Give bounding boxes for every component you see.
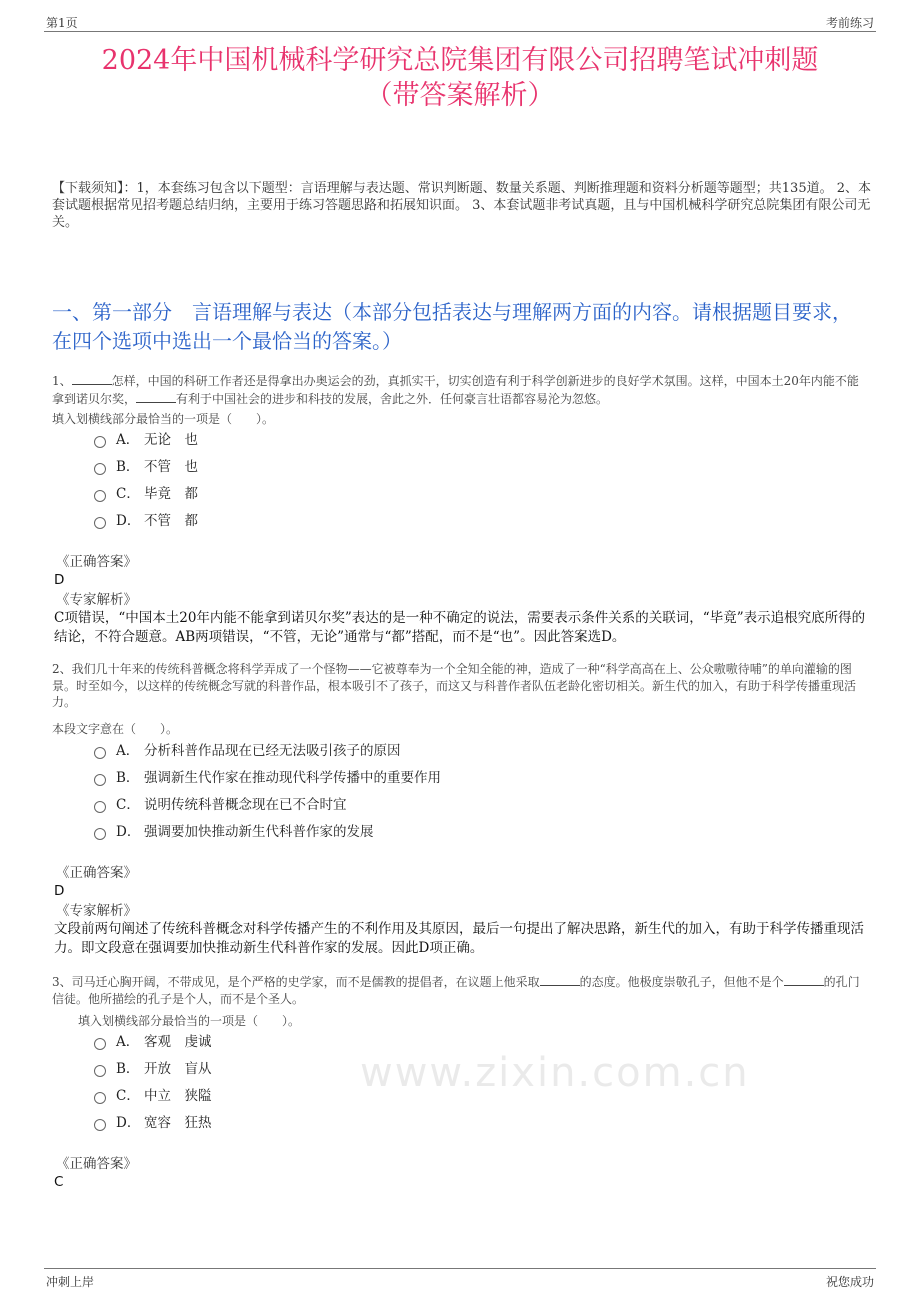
blank-line xyxy=(72,372,112,385)
radio-icon[interactable] xyxy=(94,463,106,475)
q1-option-c[interactable]: C． 毕竟 都 xyxy=(94,485,198,503)
radio-icon[interactable] xyxy=(94,517,106,529)
q2-analysis-label: 《专家解析》 xyxy=(56,903,137,919)
radio-icon[interactable] xyxy=(94,490,106,502)
q1-option-a[interactable]: A． 无论 也 xyxy=(94,431,198,449)
q3-answer-label: 《正确答案》 xyxy=(56,1156,137,1172)
page-number: 第1页 xyxy=(46,16,78,30)
section-heading: 一、第一部分 言语理解与表达（本部分包括表达与理解两方面的内容。请根据题目要求，在四个选项中选出一个最恰当的答案。） xyxy=(52,300,852,353)
blank-line xyxy=(784,973,824,986)
q2-option-b[interactable]: B． 强调新生代作家在推动现代科学传播中的重要作用 xyxy=(94,769,441,787)
q1-option-b[interactable]: B． 不管 也 xyxy=(94,458,198,476)
q3-option-c[interactable]: C． 中立 狭隘 xyxy=(94,1087,212,1105)
q3-option-b[interactable]: B． 开放 盲从 xyxy=(94,1060,212,1078)
radio-icon[interactable] xyxy=(94,1119,106,1131)
footer-right-text: 祝您成功 xyxy=(825,1275,874,1289)
question-1-prompt: 填入划横线部分最恰当的一项是（ ）。 xyxy=(52,412,275,426)
radio-icon[interactable] xyxy=(94,436,106,448)
radio-icon[interactable] xyxy=(94,1038,106,1050)
watermark: www.zixin.com.cn xyxy=(360,1050,750,1096)
question-2-stem: 2、我们几十年来的传统科普概念将科学弄成了一个怪物——它被尊奉为一个全知全能的神，造成了一种“科学高高在上、公众嗷嗷待哺”的单向灌输的图景。时至如今，以这样的传统概念写就的科普作品，根本吸引不了孩子，而这又与科普作者队伍老龄化密切相关。新生代的加入，有助于科学传播重现活力。 xyxy=(52,662,857,709)
q3-option-a[interactable]: A． 客观 虔诚 xyxy=(94,1033,212,1051)
radio-icon[interactable] xyxy=(94,774,106,786)
radio-icon[interactable] xyxy=(94,1065,106,1077)
q2-answer: D xyxy=(54,883,65,899)
q1-answer: D xyxy=(54,572,65,588)
document-title: 2024年中国机械科学研究总院集团有限公司招聘笔试冲刺题 xyxy=(101,45,819,76)
blank-line xyxy=(540,973,580,986)
page-footer xyxy=(44,1268,876,1289)
question-3-prompt: 填入划横线部分最恰当的一项是（ ）。 xyxy=(78,1014,301,1028)
footer-left-text: 冲刺上岸 xyxy=(46,1275,95,1289)
question-3-stem: 3、司马迁心胸开阔，不带成见，是个严格的史学家，而不是儒教的提倡者，在议题上他采取 的态度。他极度崇敬孔子，但他不是个 的孔门信徒。他所描绘的孔子是个人，而不是个圣人。 xyxy=(52,975,860,1006)
document-subtitle: （带答案解析） xyxy=(365,80,555,111)
q2-option-a[interactable]: A． 分析科普作品现在已经无法吸引孩子的原因 xyxy=(94,742,401,760)
q1-analysis: C项错误，“中国本土20年内能不能拿到诺贝尔奖”表达的是一种不确定的说法，需要表示条件关系的关联词，“毕竟”表示追根究底所得的结论，不符合题意。AB两项错误，“不管，无论”通常与“都”搭配，而不是“也”。因此答案选D。 xyxy=(54,610,866,645)
radio-icon[interactable] xyxy=(94,801,106,813)
q1-answer-label: 《正确答案》 xyxy=(56,554,137,570)
radio-icon[interactable] xyxy=(94,747,106,759)
q3-option-d[interactable]: D． 宽容 狂热 xyxy=(94,1114,212,1132)
q1-analysis-label: 《专家解析》 xyxy=(56,592,137,608)
q1-option-d[interactable]: D． 不管 都 xyxy=(94,512,198,530)
question-1-stem: 1、 怎样，中国的科研工作者还是得拿出办奥运会的劲，真抓实干，切实创造有利于科学创新进步的良好学术氛围。这样，中国本土20年内能不能拿到诺贝尔奖， 有利于中国社会的进步和科技的发展，舍此之外．任何豪言壮语都容易沦为忽悠。 xyxy=(52,374,859,406)
page-header xyxy=(44,14,876,32)
blank-line xyxy=(136,390,176,403)
q2-option-d[interactable]: D． 强调要加快推动新生代科普作家的发展 xyxy=(94,823,374,841)
q2-answer-label: 《正确答案》 xyxy=(56,865,137,881)
radio-icon[interactable] xyxy=(94,1092,106,1104)
question-2-prompt: 本段文字意在（ ）。 xyxy=(52,722,179,736)
header-right-text: 考前练习 xyxy=(825,16,874,30)
download-notice: 【下载须知】：1，本套练习包含以下题型：言语理解与表达题、常识判断题、数量关系题、判断推理题和资料分析题等题型；共135道。 2、本套试题根据常见招考题总结归纳，主要用于练习答题思路和拓展知识面。 3、本套试题非考试真题，且与中国机械科学研究总院集团有限公司无关。 xyxy=(52,181,871,230)
radio-icon[interactable] xyxy=(94,828,106,840)
q2-analysis: 文段前两句阐述了传统科普概念对科学传播产生的不利作用及其原因，最后一句提出了解决思路，新生代的加入，有助于科学传播重现活力。即文段意在强调要加快推动新生代科普作家的发展。因此D项正确。 xyxy=(54,921,864,956)
q2-option-c[interactable]: C． 说明传统科普概念现在已不合时宜 xyxy=(94,796,347,814)
q3-answer: C xyxy=(54,1174,64,1190)
